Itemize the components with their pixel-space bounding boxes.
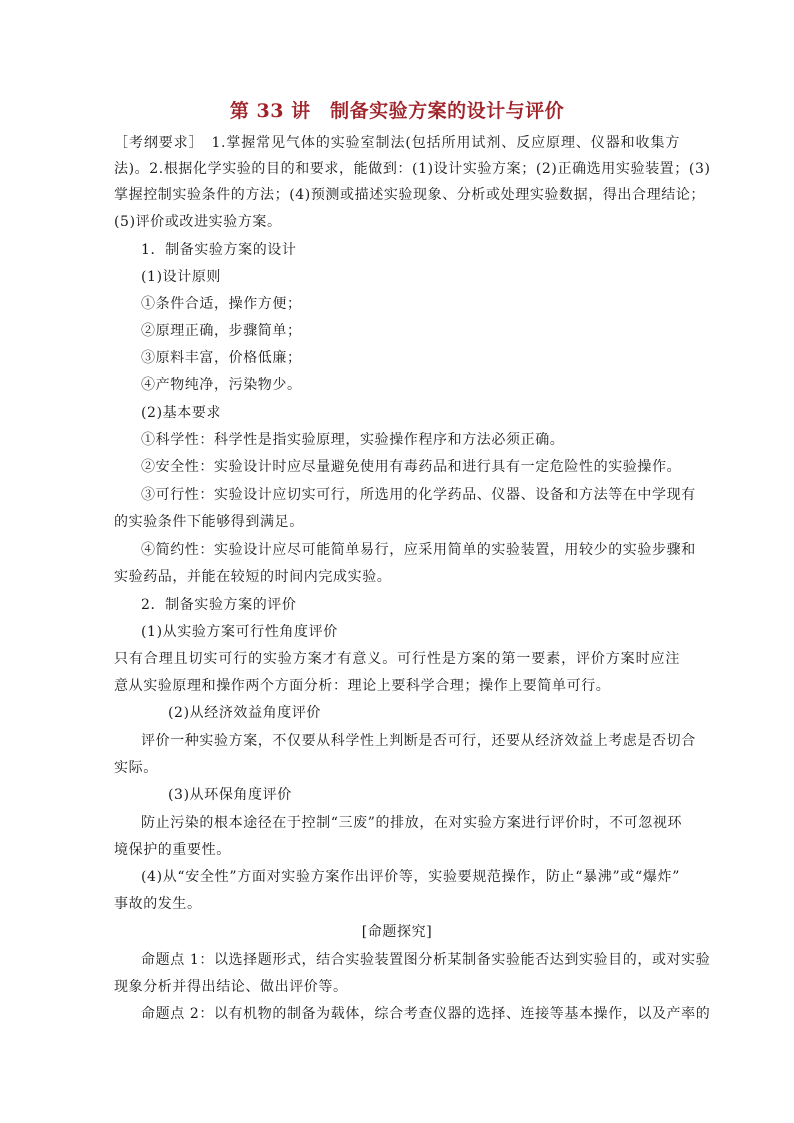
- economic-paragraph-line-2: 实际。: [114, 760, 158, 776]
- safety-evaluation-line-2: 事故的发生。: [114, 896, 202, 912]
- principle-item-4: ④产物纯净，污染物少。: [141, 377, 302, 393]
- exam-requirements-line-4: (5)评价或改进实验方案。: [114, 214, 282, 230]
- proposition-point-1-line-1: 命题点 1：以选择题形式，结合实验装置图分析某制备实验能否达到实验目的，或对实验: [141, 952, 711, 968]
- requirement-feasibility-line-1: ③可行性：实验设计应切实可行，所选用的化学药品、仪器、设备和方法等在中学现有: [141, 487, 696, 503]
- subheading-feasibility-evaluation: (1)从实验方案可行性角度评价: [141, 624, 338, 640]
- requirement-scientific: ①科学性：科学性是指实验原理，实验操作程序和方法必须正确。: [141, 432, 565, 448]
- feasibility-paragraph-line-2: 意从实验原理和操作两个方面分析：理论上要科学合理；操作上要简单可行。: [114, 678, 611, 694]
- feasibility-paragraph-line-1: 只有合理且切实可行的实验方案才有意义。可行性是方案的第一要素，评价方案时应注: [114, 651, 680, 667]
- section-heading-1: 1．制备实验方案的设计: [141, 242, 297, 258]
- subheading-environmental-evaluation: (3)从环保角度评价: [168, 787, 292, 803]
- principle-item-3: ③原料丰富，价格低廉；: [141, 350, 302, 366]
- economic-paragraph-line-1: 评价一种实验方案，不仅要从科学性上判断是否可行，还要从经济效益上考虑是否切合: [141, 733, 696, 749]
- principle-item-1: ①条件合适，操作方便；: [141, 296, 302, 312]
- environmental-paragraph-line-1: 防止污染的根本途径在于控制“三废”的排放，在对实验方案进行评价时，不可忽视环: [141, 815, 683, 831]
- proposition-point-2-line-1: 命题点 2：以有机物的制备为载体，综合考查仪器的选择、连接等基本操作，以及产率的: [141, 1006, 711, 1022]
- subheading-design-principles: (1)设计原则: [141, 269, 222, 285]
- topic-exploration-heading: [命题探究]: [361, 924, 433, 940]
- requirement-simplicity-line-2: 实验药品，并能在较短的时间内完成实验。: [114, 569, 392, 585]
- exam-requirements-line-2: 法)。2.根据化学实验的目的和要求，能做到：(1)设计实验方案；(2)正确选用实验装置；(3): [114, 161, 711, 177]
- exam-requirements-line-1: ［考纲要求］ 1.掌握常见气体的实验室制法(包括所用试剂、反应原理、仪器和收集方: [114, 135, 680, 151]
- requirement-feasibility-line-2: 的实验条件下能够得到满足。: [114, 514, 304, 530]
- subheading-economic-evaluation: (2)从经济效益角度评价: [168, 705, 322, 721]
- safety-evaluation-line-1: (4)从“安全性”方面对实验方案作出评价等，实验要规范操作，防止“暴沸”或“爆炸”: [141, 869, 680, 885]
- proposition-point-1-line-2: 现象分析并得出结论、做出评价等。: [114, 979, 348, 995]
- section-heading-2: 2．制备实验方案的评价: [141, 597, 297, 613]
- requirement-safety: ②安全性：实验设计时应尽量避免使用有毒药品和进行具有一定危险性的实验操作。: [141, 459, 682, 475]
- environmental-paragraph-line-2: 境保护的重要性。: [114, 842, 231, 858]
- page-title: 第 33 讲 制备实验方案的设计与评价: [229, 100, 565, 122]
- principle-item-2: ②原理正确，步骤简单；: [141, 323, 302, 339]
- requirement-simplicity-line-1: ④简约性：实验设计应尽可能简单易行，应采用简单的实验装置，用较少的实验步骤和: [141, 542, 696, 558]
- subheading-basic-requirements: (2)基本要求: [141, 405, 222, 421]
- exam-requirements-line-3: 掌握控制实验条件的方法；(4)预测或描述实验现象、分析或处理实验数据，得出合理结论；: [114, 187, 706, 203]
